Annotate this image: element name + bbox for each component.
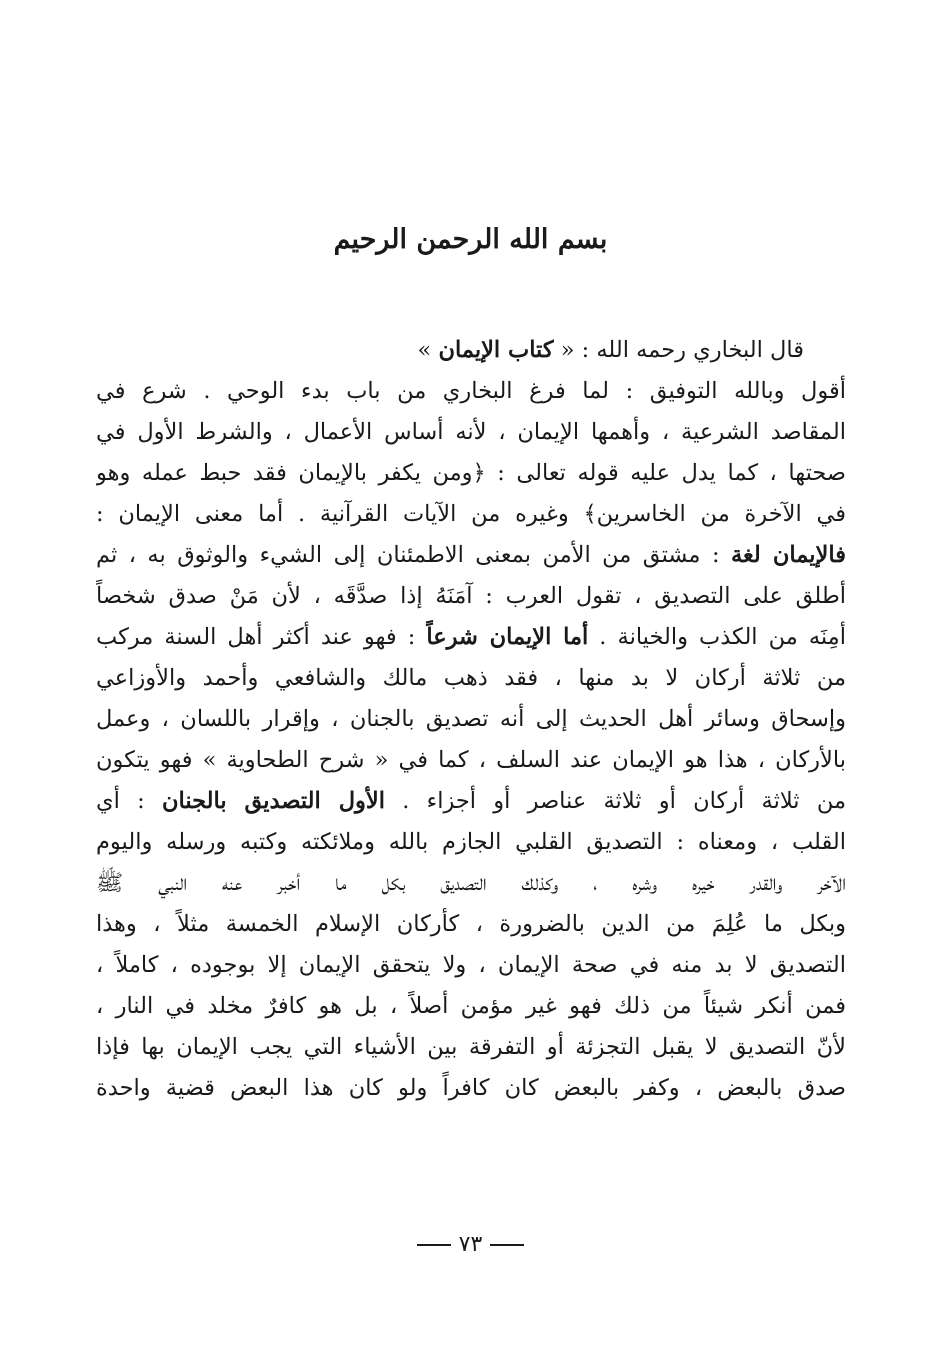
intro-book-title: كتاب الإيمان: [438, 337, 554, 363]
text-segment: فمن أنكر شيئاً من ذلك فهو غير مؤمن أصلاً ، بل هو كافرٌ مخلد في النار ،: [96, 993, 846, 1019]
text-line-14: [96, 904, 846, 945]
text-segment: بالأركان ، هذا هو الإيمان عند السلف ، كما في « شرح الطحاوية » فهو يتكون: [96, 747, 846, 773]
bold-term: أما الإيمان شرعاً: [426, 624, 589, 650]
text-segment: أطلق على التصديق ، تقول العرب : آمَنَهُ إذا صدَّقَه ، لأن مَنْ صدق شخصاً: [96, 583, 846, 609]
text-segment: التصديق لا بد منه في صحة الإيمان ، ولا يتحقق الإيمان إلا بوجوده ، كاملاً ،: [96, 952, 846, 978]
text-line-15: [96, 945, 846, 986]
page-number-dash-right: [490, 1244, 524, 1246]
text-segment: أقول وبالله التوفيق : لما فرغ البخاري من باب بدء الوحي . شرع في: [96, 378, 846, 404]
bold-term: فالإيمان لغة: [730, 542, 846, 568]
text-segment: من ثلاثة أركان لا بد منها ، فقد ذهب مالك والشافعي وأحمد والأوزاعي: [96, 665, 846, 691]
text-segment: وإسحاق وسائر أهل الحديث إلى أنه تصديق بالجنان ، وإقرار باللسان ، وعمل: [96, 706, 846, 732]
text-segment: : أي: [96, 788, 162, 814]
text-segment: لأنّ التصديق لا يقبل التجزئة أو التفرقة بين الأشياء التي يجب الإيمان بها فإذا: [96, 1034, 846, 1060]
text-line-9: [96, 699, 846, 740]
text-segment: وبكل ما عُلِمَ من الدين بالضرورة ، كأركان الإسلام الخمسة مثلاً ، وهذا: [96, 911, 846, 937]
text-line-13: [96, 863, 846, 904]
text-line-2: [96, 412, 846, 453]
page-number: [0, 1232, 941, 1257]
text-line-10: [96, 740, 846, 781]
text-line-8: [96, 658, 846, 699]
text-segment: صدق بالبعض ، وكفر بالبعض كان كافراً ولو كان هذا البعض قضية واحدة: [96, 1075, 846, 1101]
page-number-dash-left: [417, 1244, 451, 1246]
text-line-11: [96, 781, 846, 822]
text-line-1: [96, 371, 846, 412]
intro-suffix: »: [417, 337, 439, 363]
text-line-3: [96, 453, 846, 494]
text-segment: صحتها ، كما يدل عليه قوله تعالى : ﴿ومن يكفر بالإيمان فقد حبط عمله وهو: [96, 460, 846, 486]
text-line-18: [96, 1068, 846, 1109]
bold-term: الأول التصديق بالجنان: [161, 788, 385, 814]
text-line-16: [96, 986, 846, 1027]
text-segment: : فهو عند أكثر أهل السنة مركب: [96, 624, 427, 650]
text-segment: من ثلاثة أركان أو ثلاثة عناصر أو أجزاء .: [385, 788, 846, 814]
text-segment: أمِنَه من الكذب والخيانة .: [588, 624, 846, 650]
page-number-value: ٧٣: [458, 1232, 483, 1257]
text-segment: الآخر والقدر خيره وشره ، وكذلك التصديق بكل ما أخبر عنه النبي ﷺ: [96, 870, 846, 896]
text-line-5: [96, 535, 846, 576]
intro-line: [96, 330, 846, 371]
intro-prefix: قال البخاري رحمه الله : «: [553, 337, 804, 363]
text-line-12: [96, 822, 846, 863]
text-segment: القلب ، ومعناه : التصديق القلبي الجازم بالله وملائكته وكتبه ورسله واليوم: [96, 829, 846, 855]
text-segment: المقاصد الشرعية ، وأهمها الإيمان ، لأنه أساس الأعمال ، والشرط الأول في: [96, 419, 846, 445]
text-line-17: [96, 1027, 846, 1068]
text-line-4: [96, 494, 846, 535]
basmala-heading: بسم الله الرحمن الرحيم: [333, 224, 608, 255]
text-line-7: [96, 617, 846, 658]
text-segment: في الآخرة من الخاسرين﴾ وغيره من الآيات القرآنية . أما معنى الإيمان :: [96, 501, 846, 527]
text-line-6: [96, 576, 846, 617]
text-segment: : مشتق من الأمن بمعنى الاطمئنان إلى الشيء والوثوق به ، ثم: [96, 542, 731, 568]
body-text: [96, 330, 846, 1109]
